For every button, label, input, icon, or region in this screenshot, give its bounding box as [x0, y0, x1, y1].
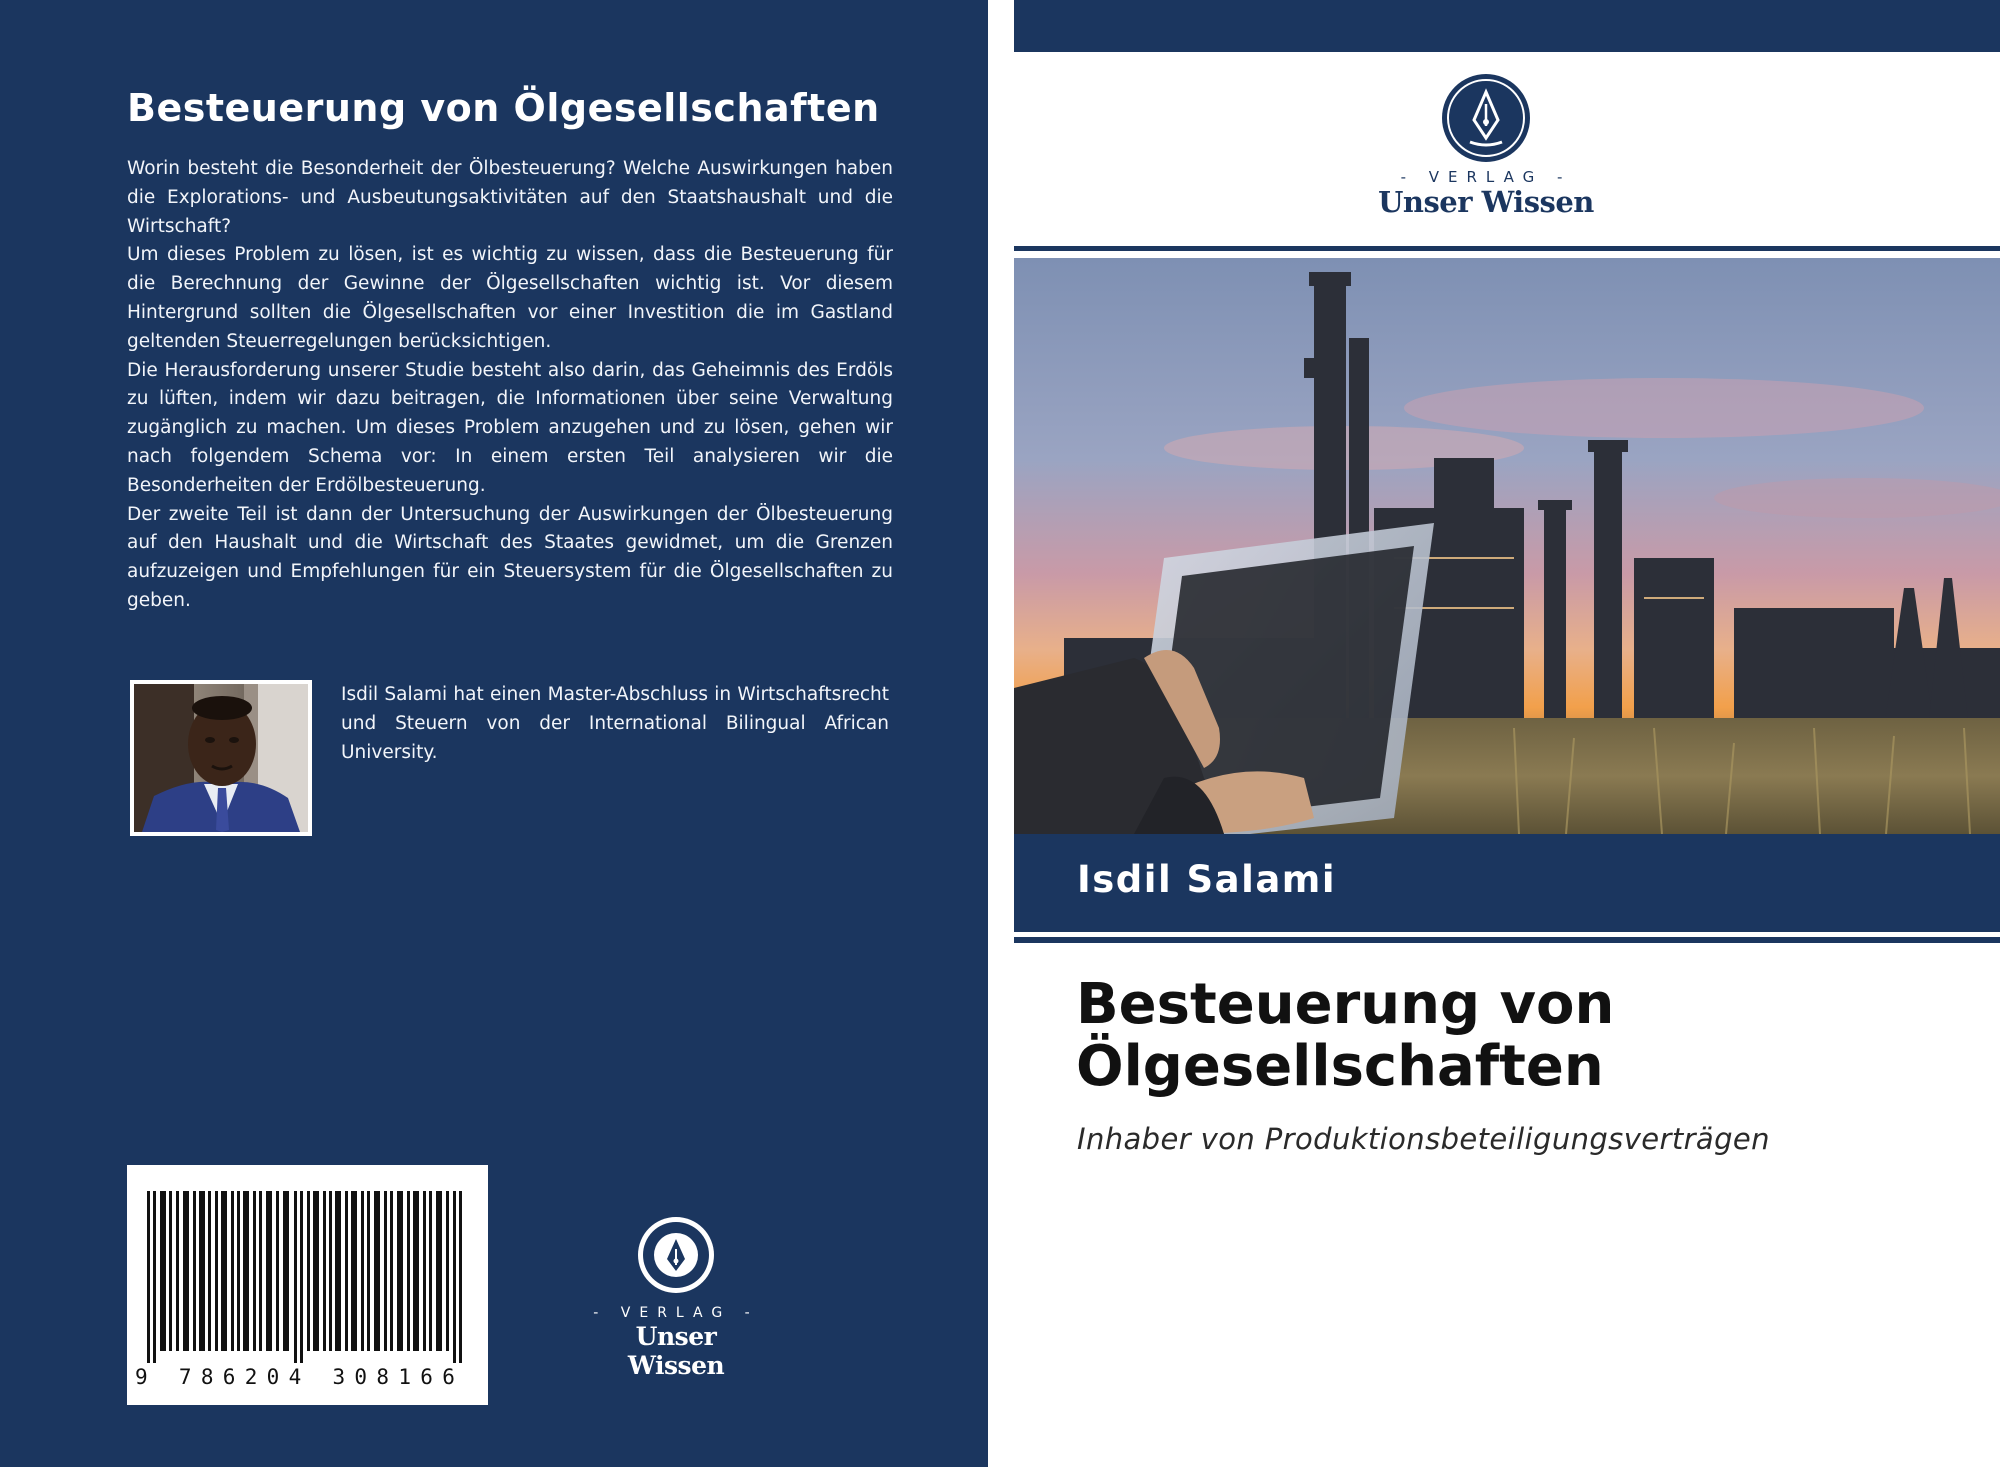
divider-line — [1014, 246, 2000, 251]
divider-line — [1014, 937, 2000, 943]
blurb-paragraph: Der zweite Teil ist dann der Untersuchung der Auswirkungen der Ölbesteuerung auf den Haushalt und die Wirtschaft des Staates gewidmet, um die Grenzen aufzuzeigen und Empfehlungen für ein Steuersystem für die Ölgesellschaften zu geben. — [127, 503, 893, 611]
back-cover-blurb — [127, 155, 893, 616]
book-title — [1076, 974, 1976, 1098]
publisher-logo-back — [584, 1215, 768, 1380]
top-bar — [1014, 0, 2000, 52]
front-cover — [988, 0, 2000, 1467]
blurb-paragraph: Worin besteht die Besonderheit der Ölbesteuerung? Welche Auswirkungen haben die Explorations- und Ausbeutungsaktivitäten auf den Staatshaushalt und die Wirtschaft? — [127, 158, 893, 237]
author-bio: Isdil Salami hat einen Master-Abschluss in Wirtschaftsrecht und Steuern von der International Bilingual African University. — [341, 684, 889, 763]
back-cover — [0, 0, 988, 1467]
author-band — [1014, 834, 2000, 932]
blurb-paragraph: Um dieses Problem zu lösen, ist es wichtig zu wissen, dass die Besteuerung für die Berechnung der Gewinne der Ölgesellschaften wichtig ist. Vor diesem Hintergrund sollten die Ölgesellschaften vor einer Investition die im Gastland geltenden Steuerregelungen berücksichtigen. — [127, 244, 893, 352]
fountain-pen-nib-icon — [1440, 72, 1532, 164]
blurb-paragraph: Die Herausforderung unserer Studie besteht also darin, das Geheimnis des Erdöls zu lüften, indem wir dazu beitragen, die Informationen über seine Verwaltung zugänglich zu machen. Um dieses Problem anzugehen und zu lösen, gehen wir nach folgendem Schema vor: In einem ersten Teil analysieren wir die Besonderheiten der Erdölbesteuerung. — [127, 359, 893, 496]
book-subtitle: Inhaber von Produktionsbeteiligungsverträgen — [1077, 1122, 1770, 1156]
fountain-pen-nib-icon — [636, 1215, 716, 1295]
author-photo — [130, 680, 312, 836]
publisher-verlag-label: - VERLAG - — [1400, 168, 1572, 186]
refinery-tablet-photo — [1014, 258, 2000, 834]
isbn-number: 9 786204 308166 — [135, 1365, 465, 1389]
book-title-line-1: Besteuerung von — [1076, 972, 1615, 1037]
author-name: Isdil Salami — [1077, 858, 1337, 901]
isbn-barcode — [127, 1165, 488, 1405]
publisher-verlag-label: - VERLAG - — [593, 1305, 759, 1321]
publisher-name: Unser Wissen — [627, 1322, 725, 1380]
publisher-logo-front — [1368, 72, 1604, 219]
publisher-name: Unser Wissen — [1378, 185, 1594, 219]
back-cover-title: Besteuerung von Ölgesellschaften — [127, 86, 880, 130]
book-title-line-2: Ölgesellschaften — [1076, 1034, 1604, 1099]
